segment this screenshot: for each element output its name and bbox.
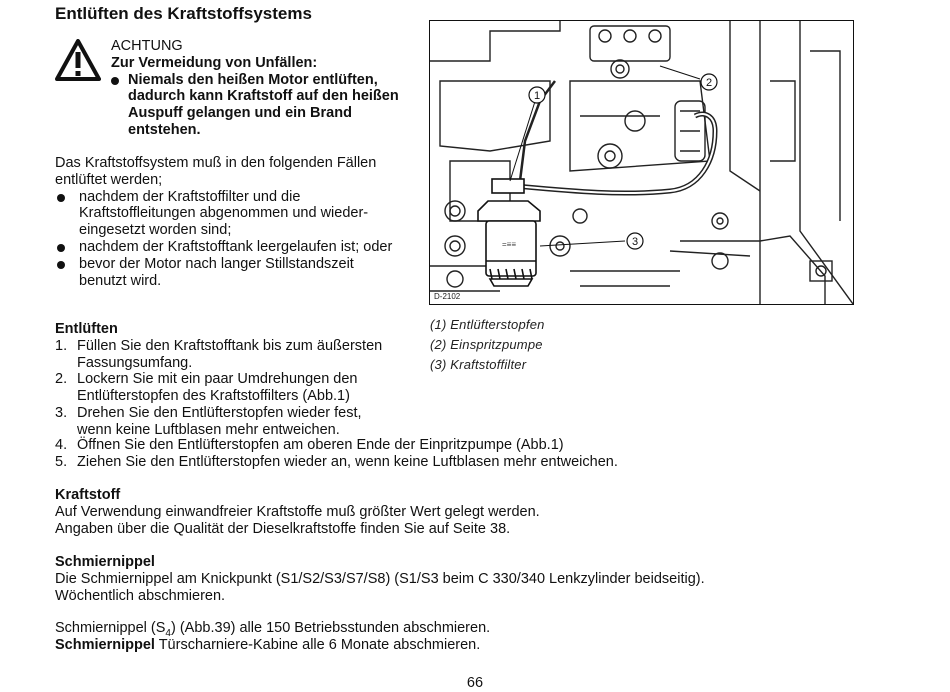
list-item: 2. Lockern Sie mit ein paar Umdrehungen den Entlüfterstopfen des Kraftstoffilters (Abb.1) <box>55 371 358 405</box>
page-number: 66 <box>466 675 484 691</box>
intro-block <box>55 155 400 289</box>
caption-item: (2) Einspritzpumpe <box>430 337 543 352</box>
engine-diagram-icon <box>430 21 853 304</box>
warning-item: Niemals den heißen Motor entlüften, dadurch kann Kraftstoff auf den heißen Auspuff gelangen und ein Brand entstehen. <box>111 72 411 139</box>
section-heading: Entlüften <box>55 321 118 337</box>
warning-block <box>111 38 411 139</box>
callout-2: 2 <box>705 77 713 89</box>
warning-triangle-icon <box>55 39 101 81</box>
bullet-icon <box>57 194 65 202</box>
paragraph-line: Schmiernippel Türscharniere-Kabine alle 6 Monate abschmieren. <box>55 636 481 653</box>
figure-captions <box>430 315 670 375</box>
warning-heading: ACHTUNG <box>111 38 183 54</box>
bullet-icon <box>111 77 119 85</box>
paragraph-line: Schmiernippel $(S_4)$ (Abb.39) alle 150 Betriebsstunden abschmieren. <box>55 620 491 639</box>
section-heading: Kraftstoff <box>55 487 121 503</box>
caption-item: (1) Entlüfterstopfen <box>430 317 545 332</box>
list-item: bevor der Motor nach langer Stillstandszeit benutzt wird. <box>55 256 400 290</box>
engine-figure <box>429 20 854 305</box>
intro-lead: Das Kraftstoffsystem muß in den folgenden Fällen entlüftet werden; <box>55 155 377 188</box>
bullet-icon <box>57 261 65 269</box>
paragraph-line: Wöchentlich abschmieren. <box>55 587 226 604</box>
svg-text:=≡≡: =≡≡ <box>502 240 517 249</box>
callout-1: 1 <box>533 90 541 102</box>
section-heading: Schmiernippel <box>55 554 155 570</box>
bullet-icon <box>57 244 65 252</box>
paragraph-line: Auf Verwendung einwandfreier Kraftstoffe muß größter Wert gelegt werden. <box>55 503 540 520</box>
grease-notes <box>55 620 875 654</box>
fuel-section <box>55 487 855 537</box>
paragraph-line: Die Schmiernippel am Knickpunkt (S1/S2/S3/S7/S8) (S1/S3 beim C 330/340 Lenkzylinder beidseitig). <box>55 570 705 587</box>
list-item: 4. Öffnen Sie den Entlüfterstopfen am oberen Ende der Einpritzpumpe (Abb.1) <box>55 437 564 453</box>
grease-section <box>55 554 875 604</box>
figure-code: D-2102 <box>434 292 461 301</box>
list-item: nachdem der Kraftstofftank leergelaufen ist; oder <box>55 239 400 256</box>
bleeding-section-narrow <box>55 321 400 439</box>
caption-item: (3) Kraftstoffilter <box>430 357 527 372</box>
paragraph-line: Angaben über die Qualität der Dieselkraftstoffe finden Sie auf Seite 38. <box>55 520 511 537</box>
warning-subheading: Zur Vermeidung von Unfällen: <box>111 54 318 71</box>
list-item: 5. Ziehen Sie den Entlüfterstopfen wieder an, wenn keine Luftblasen mehr entweichen. <box>55 453 618 470</box>
list-item: nachdem der Kraftstoffilter und die Kraftstoffleitungen abgenommen und wieder-eingesetzt worden sind; <box>55 189 400 239</box>
bleeding-section-wide <box>55 437 855 471</box>
callout-3: 3 <box>631 236 639 248</box>
page-title: Entlüften des Kraftstoffsystems <box>55 4 312 23</box>
list-item: 3. Drehen Sie den Entlüfterstopfen wieder fest, wenn keine Luftblasen mehr entweichen. <box>55 404 362 438</box>
list-item: 1. Füllen Sie den Kraftstofftank bis zum äußersten Fassungsumfang. <box>55 337 383 371</box>
